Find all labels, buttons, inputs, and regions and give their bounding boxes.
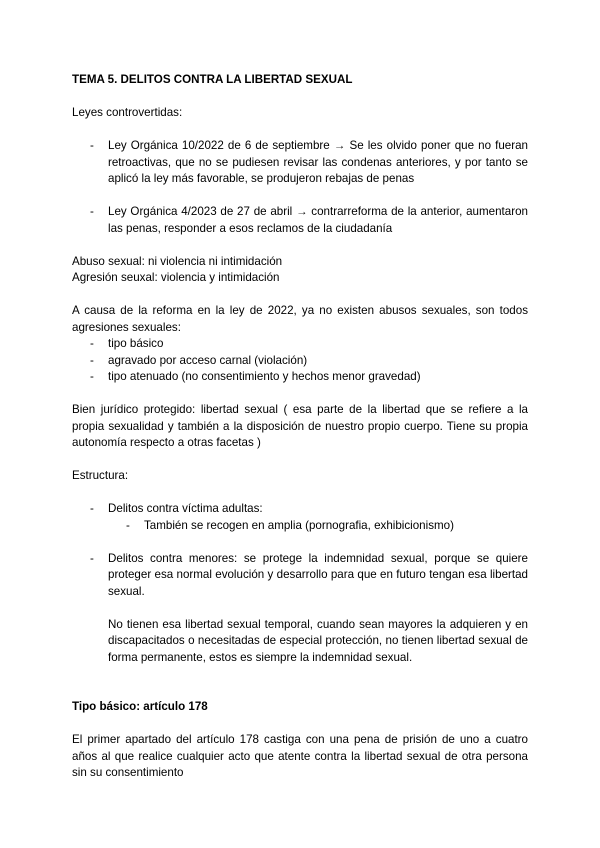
tipo-item-2-text: agravado por acceso carnal (violación) <box>108 353 308 367</box>
abuso-definition: Abuso sexual: ni violencia ni intimidación <box>72 254 283 268</box>
dash-marker: - <box>90 551 94 565</box>
estructura-subitem-adultas <box>72 518 528 535</box>
dash-marker: - <box>90 337 94 350</box>
bien-juridico-paragraph: Bien jurídico protegido: libertad sexual ( esa parte de la libertad que se refiere a la propia sexualidad y también a la disposición de nuestro propio cuerpo. Tiene su propia autonomía respecto a otras facetas ) <box>72 403 528 449</box>
dash-marker: - <box>90 139 94 152</box>
document-page <box>72 72 528 782</box>
document-title: TEMA 5. DELITOS CONTRA LA LIBERTAD SEXUAL <box>72 73 353 86</box>
estructura-menores-extra: No tienen esa libertad sexual temporal, cuando sean mayores la adquieren y en discapacitados o necesitadas de especial protección, no tienen libertad sexual de forma permanente, estos es siempre la indemnidad sexual. <box>108 617 528 664</box>
estructura-item-adultas <box>72 501 528 518</box>
dash-marker: - <box>90 502 94 515</box>
estructura-label: Estructura: <box>72 469 129 482</box>
tipo-item-3-text: tipo atenuado (no consentimiento y hechos menor gravedad) <box>108 370 421 383</box>
estructura-menores-text: Delitos contra menores: se protege la indemnidad sexual, porque se quiere proteger esa normal evolución y desarrollo para que en futuro tengan esa libertad sexual. <box>108 551 528 598</box>
agresion-definition: Agresión seuxal: violencia y intimidación <box>72 271 280 284</box>
tipo-basico-heading: Tipo básico: artículo 178 <box>72 700 208 713</box>
dash-marker: - <box>126 518 130 532</box>
ley-item-1-text: Ley Orgánica 10/2022 de 6 de septiembre → Se les olvido poner que no fueran retroactivas, que no se pudiesen revisar las condenas anteriores, y por tanto se aplicó la ley más favorable, se produjeron rebajas de penas <box>108 139 528 185</box>
ley-item-1 <box>72 138 528 188</box>
leyes-intro: Leyes controvertidas: <box>72 106 183 119</box>
dash-marker: - <box>90 205 94 218</box>
dash-marker: - <box>90 370 94 383</box>
tipo-item-1-text: tipo básico <box>108 337 164 350</box>
estructura-item-menores <box>72 551 528 601</box>
reforma-paragraph: A causa de la reforma en la ley de 2022, ya no existen abusos sexuales, son todos agresiones sexuales: <box>72 304 528 334</box>
tipo-item-1 <box>72 336 528 353</box>
ley-item-2 <box>72 204 528 237</box>
tipo-basico-paragraph: El primer apartado del artículo 178 castiga con una pena de prisión de uno a cuatro años al que realice cualquier acto que atente contra la libertad sexual de otra persona sin su consentimiento <box>72 733 528 779</box>
estructura-adultas-text: Delitos contra víctima adultas: <box>108 502 263 515</box>
dash-marker: - <box>90 353 94 367</box>
ley-item-2-text: Ley Orgánica 4/2023 de 27 de abril → contrarreforma de la anterior, aumentaron las penas, responder a esos reclamos de la ciudadanía <box>108 205 528 235</box>
tipo-item-3 <box>72 369 528 386</box>
estructura-adultas-sub-text: También se recogen en amplia (pornografia, exhibicionismo) <box>144 518 454 532</box>
tipo-item-2 <box>72 353 528 370</box>
